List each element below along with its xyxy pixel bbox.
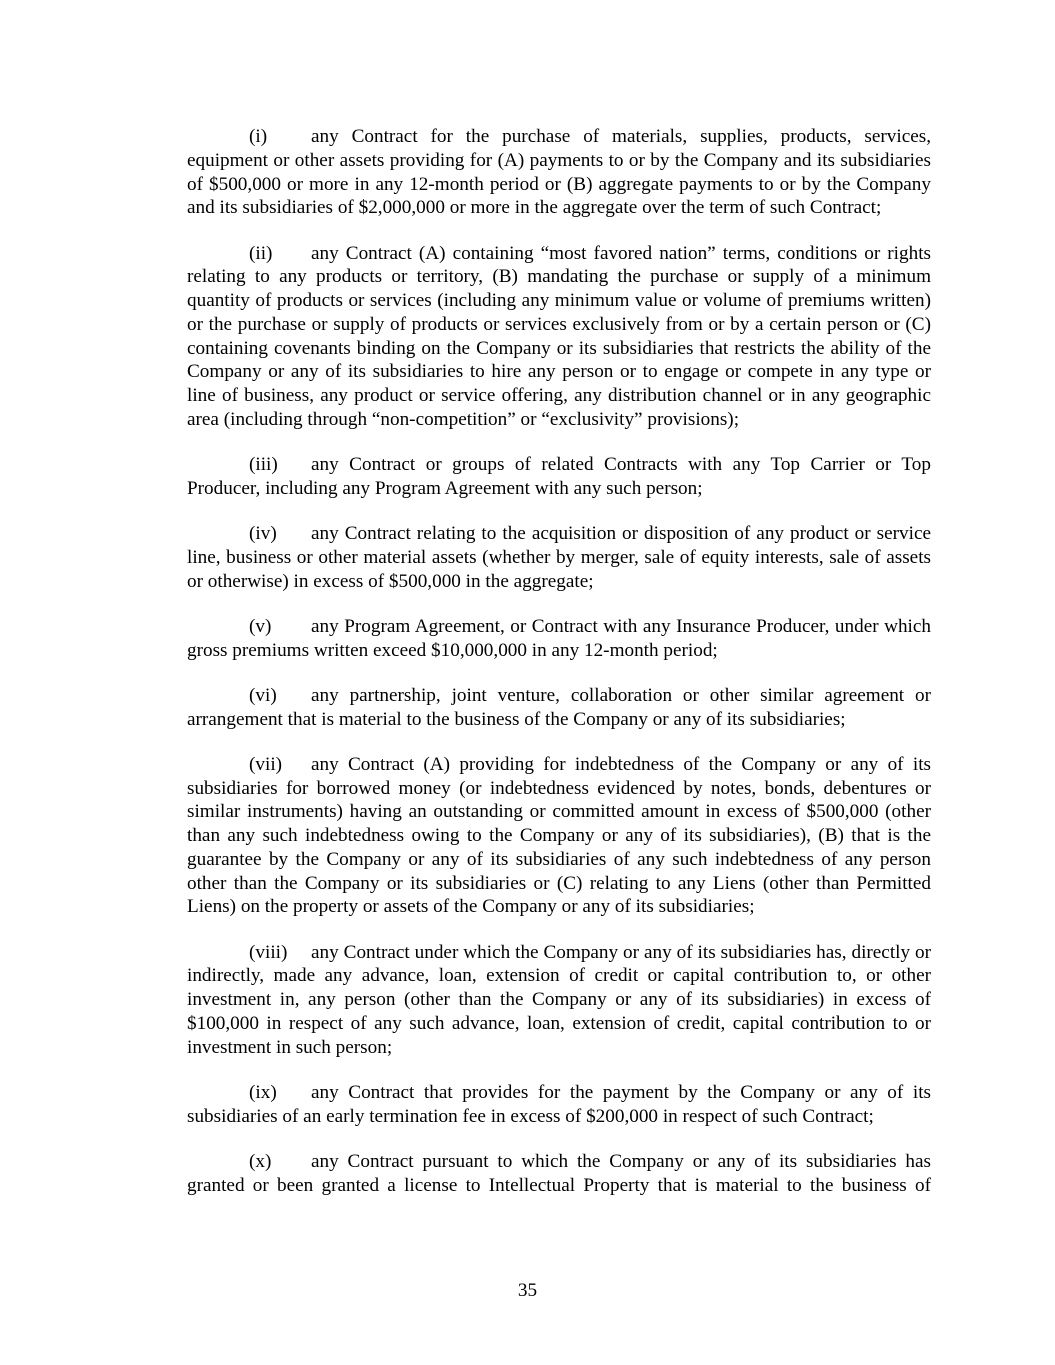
clause-text: any Contract for the purchase of materials, supplies, products, services, equipment or other assets providing for (A) payments to or by the Company and its subsidiaries of $500,000 or more in any 12-month period or (B) aggregate payments to or by the Company and its subsidiaries of $2,000,000 or more in the aggregate over the term of such Contract; (187, 126, 931, 219)
clause-text: any Contract pursuant to which the Company or any of its subsidiaries has granted or been granted a license to Intellectual Property that is material to the business of (187, 1150, 931, 1196)
clause-text: any Contract relating to the acquisition or disposition of any product or service line, business or other material assets (whether by merger, sale of equity interests, sale of assets or otherwise) in excess of $500,000 in the aggregate; (187, 523, 931, 592)
clause-iv (187, 522, 931, 593)
clause-label: (iii) (249, 454, 278, 475)
clause-ii (187, 242, 931, 432)
clause-ix (187, 1081, 931, 1129)
clause-label: (viii) (249, 941, 288, 963)
clause-text: any Contract or groups of related Contracts with any Top Carrier or Top Producer, including any Program Agreement with any such person; (187, 454, 931, 499)
clause-label: (i) (249, 126, 268, 147)
clause-i (187, 125, 931, 220)
page-number: 35 (517, 1280, 538, 1301)
clause-viii (187, 941, 931, 1060)
clause-text: any Contract (A) providing for indebtedness of the Company or any of its subsidiaries for borrowed money (or indebtedness evidenced by notes, bonds, debentures or similar instruments) having an outstanding or committed amount in excess of $500,000 (other than any such indebtedness owing to the Company or any of its subsidiaries), (B) that is the guarantee by the Company or any of its subsidiaries of any such indebtedness of any person other than the Company or its subsidiaries or (C) relating to any Liens (other than Permitted Liens) on the property or assets of the Company or any of its subsidiaries; (187, 753, 931, 918)
clause-vii (187, 753, 931, 919)
clause-text: any partnership, joint venture, collaboration or other similar agreement or arrangement that is material to the business of the Company or any of its subsidiaries; (187, 684, 931, 730)
clause-vi (187, 684, 931, 732)
clause-text: any Contract under which the Company or any of its subsidiaries has, directly or indirectly, made any advance, loan, extension of credit or capital contribution to, or other investment in, any person (other than the Company or any of its subsidiaries) in excess of $100,000 in respect of any such advance, loan, extension of credit, capital contribution to or investment in such person; (187, 941, 931, 1058)
clause-text: any Program Agreement, or Contract with any Insurance Producer, under which gross premiums written exceed $10,000,000 in any 12-month period; (187, 615, 931, 661)
clause-label: (vi) (249, 684, 277, 706)
clause-label: (ii) (249, 242, 273, 264)
clause-label: (x) (249, 1150, 272, 1172)
clause-label: (ix) (249, 1081, 277, 1103)
clause-text: any Contract that provides for the payment by the Company or any of its subsidiaries of an early termination fee in excess of $200,000 in respect of such Contract; (187, 1081, 931, 1127)
clause-label: (v) (249, 615, 272, 637)
clause-label: (vii) (249, 753, 283, 775)
document-body (187, 125, 931, 1219)
clause-iii (187, 453, 931, 501)
clause-label: (iv) (249, 523, 277, 544)
clause-v (187, 615, 931, 663)
clause-x (187, 1150, 931, 1198)
clause-text: any Contract (A) containing “most favored nation” terms, conditions or rights relating to any products or territory, (B) mandating the purchase or supply of a minimum quantity of products or services (including any minimum value or volume of premiums written) or the purchase or supply of products or services exclusively from or by a certain person or (C) containing covenants binding on the Company or its subsidiaries that restricts the ability of the Company or any of its subsidiaries to hire any person or to engage or compete in any type or line of business, any product or service offering, any distribution channel or in any geographic area (including through “non-competition” or “exclusivity” provisions); (187, 242, 931, 430)
